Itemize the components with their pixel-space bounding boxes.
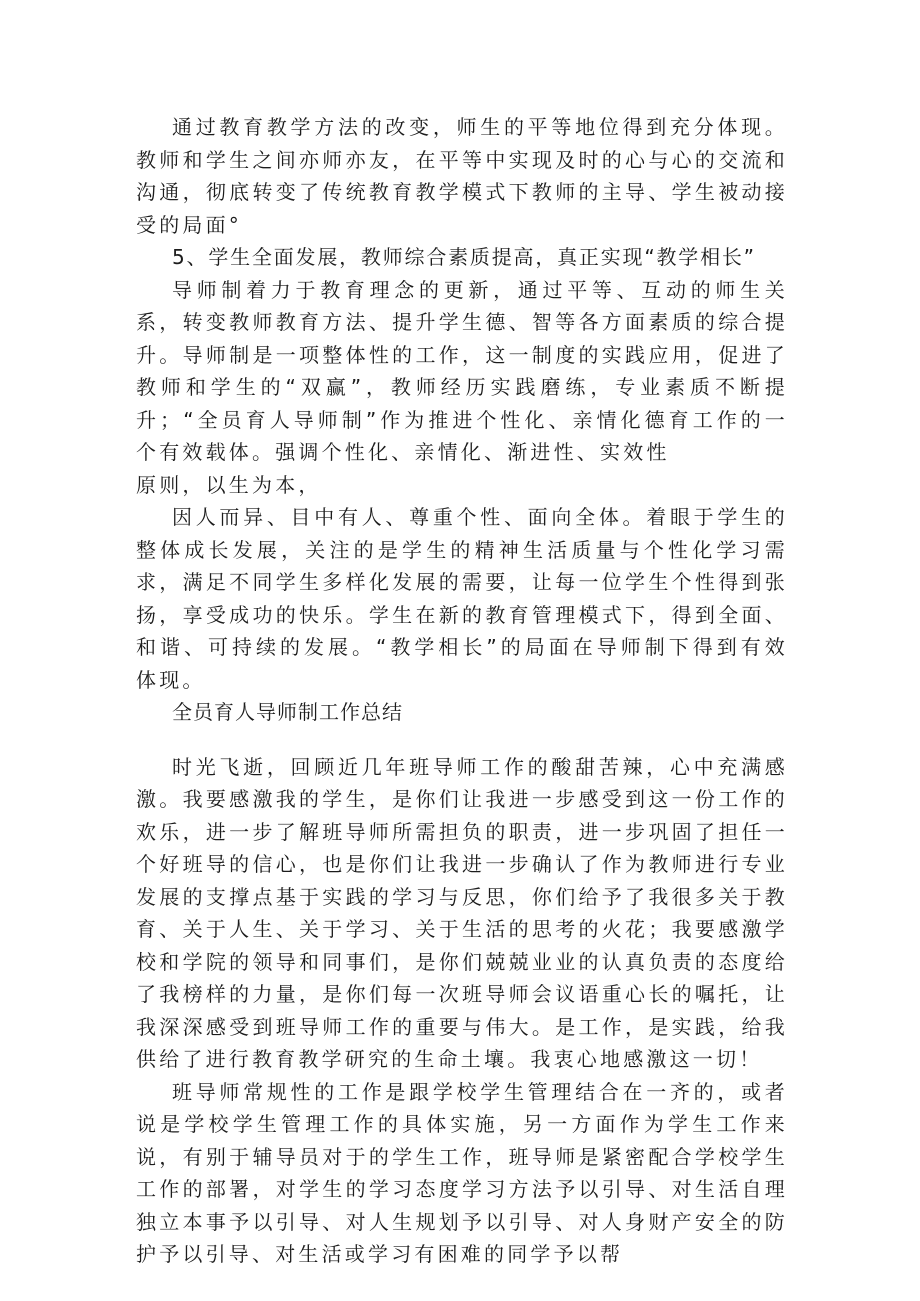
paragraph-tutor-system: 导师制着力于教育理念的更新，通过平等、互动的师生关系，转变教师教育方法、提升学生德、智等各方面素质的综合提升。导师制是一项整体性的工作，这一制度的实践应用，促进了教师和学生的“双赢”，教师经历实践磨练，专业素质不断提升；“全员育人导师制”作为推进个性化、亲情化德育工作的一个有效载体。强调个性化、亲情化、渐进性、实效性 [136,277,788,464]
paragraph-equal-status: 通过教育教学方法的改变，师生的平等地位得到充分体现。教师和学生之间亦师亦友，在平等中实现及时的心与心的交流和沟通，彻底转变了传统教育教学模式下教师的主导、学生被动接受的局面° [136,115,788,237]
paragraph-gratitude: 时光飞逝，回顾近几年班导师工作的酸甜苦辣，心中充满感激。我要感激我的学生，是你们让我进一步感受到这一份工作的欢乐，进一步了解班导师所需担负的职责，进一步巩固了担任一个好班导的信心，也是你们让我进一步确认了作为教师进行专业发展的支撑点基于实践的学习与反思，你们给予了我很多关于教育、关于人生、关于学习、关于生活的思考的火花；我要感激学校和学院的领导和同事们，是你们兢兢业业的认真负责的态度给了我榜样的力量，是你们每一次班导师会议语重心长的嘱托，让我深深感受到班导师工作的重要与伟大。是工作，是实践，给我供给了进行教育教学研究的生命土壤。我衷心地感激这一切！ [136,754,788,1071]
heading-section-5: 5、学生全面发展，教师综合素质提高，真正实现“教学相长” [172,245,756,269]
paragraph-individualized: 因人而异、目中有人、尊重个性、面向全体。着眼于学生的整体成长发展，关注的是学生的精神生活质量与个性化学习需求，满足不同学生多样化发展的需要，让每一位学生个性得到张扬，享受成功的快乐。学生在新的教育管理模式下，得到全面、和谐、可持续的发展。“教学相长”的局面在导师制下得到有效体现。 [136,505,788,692]
paragraph-routine-work: 班导师常规性的工作是跟学校学生管理结合在一齐的，或者说是学校学生管理工作的具体实施，另一方面作为学生工作来说，有别于辅导员对于的学生工作，班导师是紧密配合学校学生工作的部署，对学生的学习态度学习方法予以引导、对生活自理独立本事予以引导、对人生规划予以引导、对人身财产安全的防护予以引导、对生活或学习有困难的同学予以帮 [136,1079,788,1266]
document-body [136,111,788,1271]
section-title: 全员育人导师制工作总结 [172,700,403,724]
blank-spacer [136,729,788,751]
paragraph-tutor-system-tail: 原则，以生为本， [136,472,322,497]
